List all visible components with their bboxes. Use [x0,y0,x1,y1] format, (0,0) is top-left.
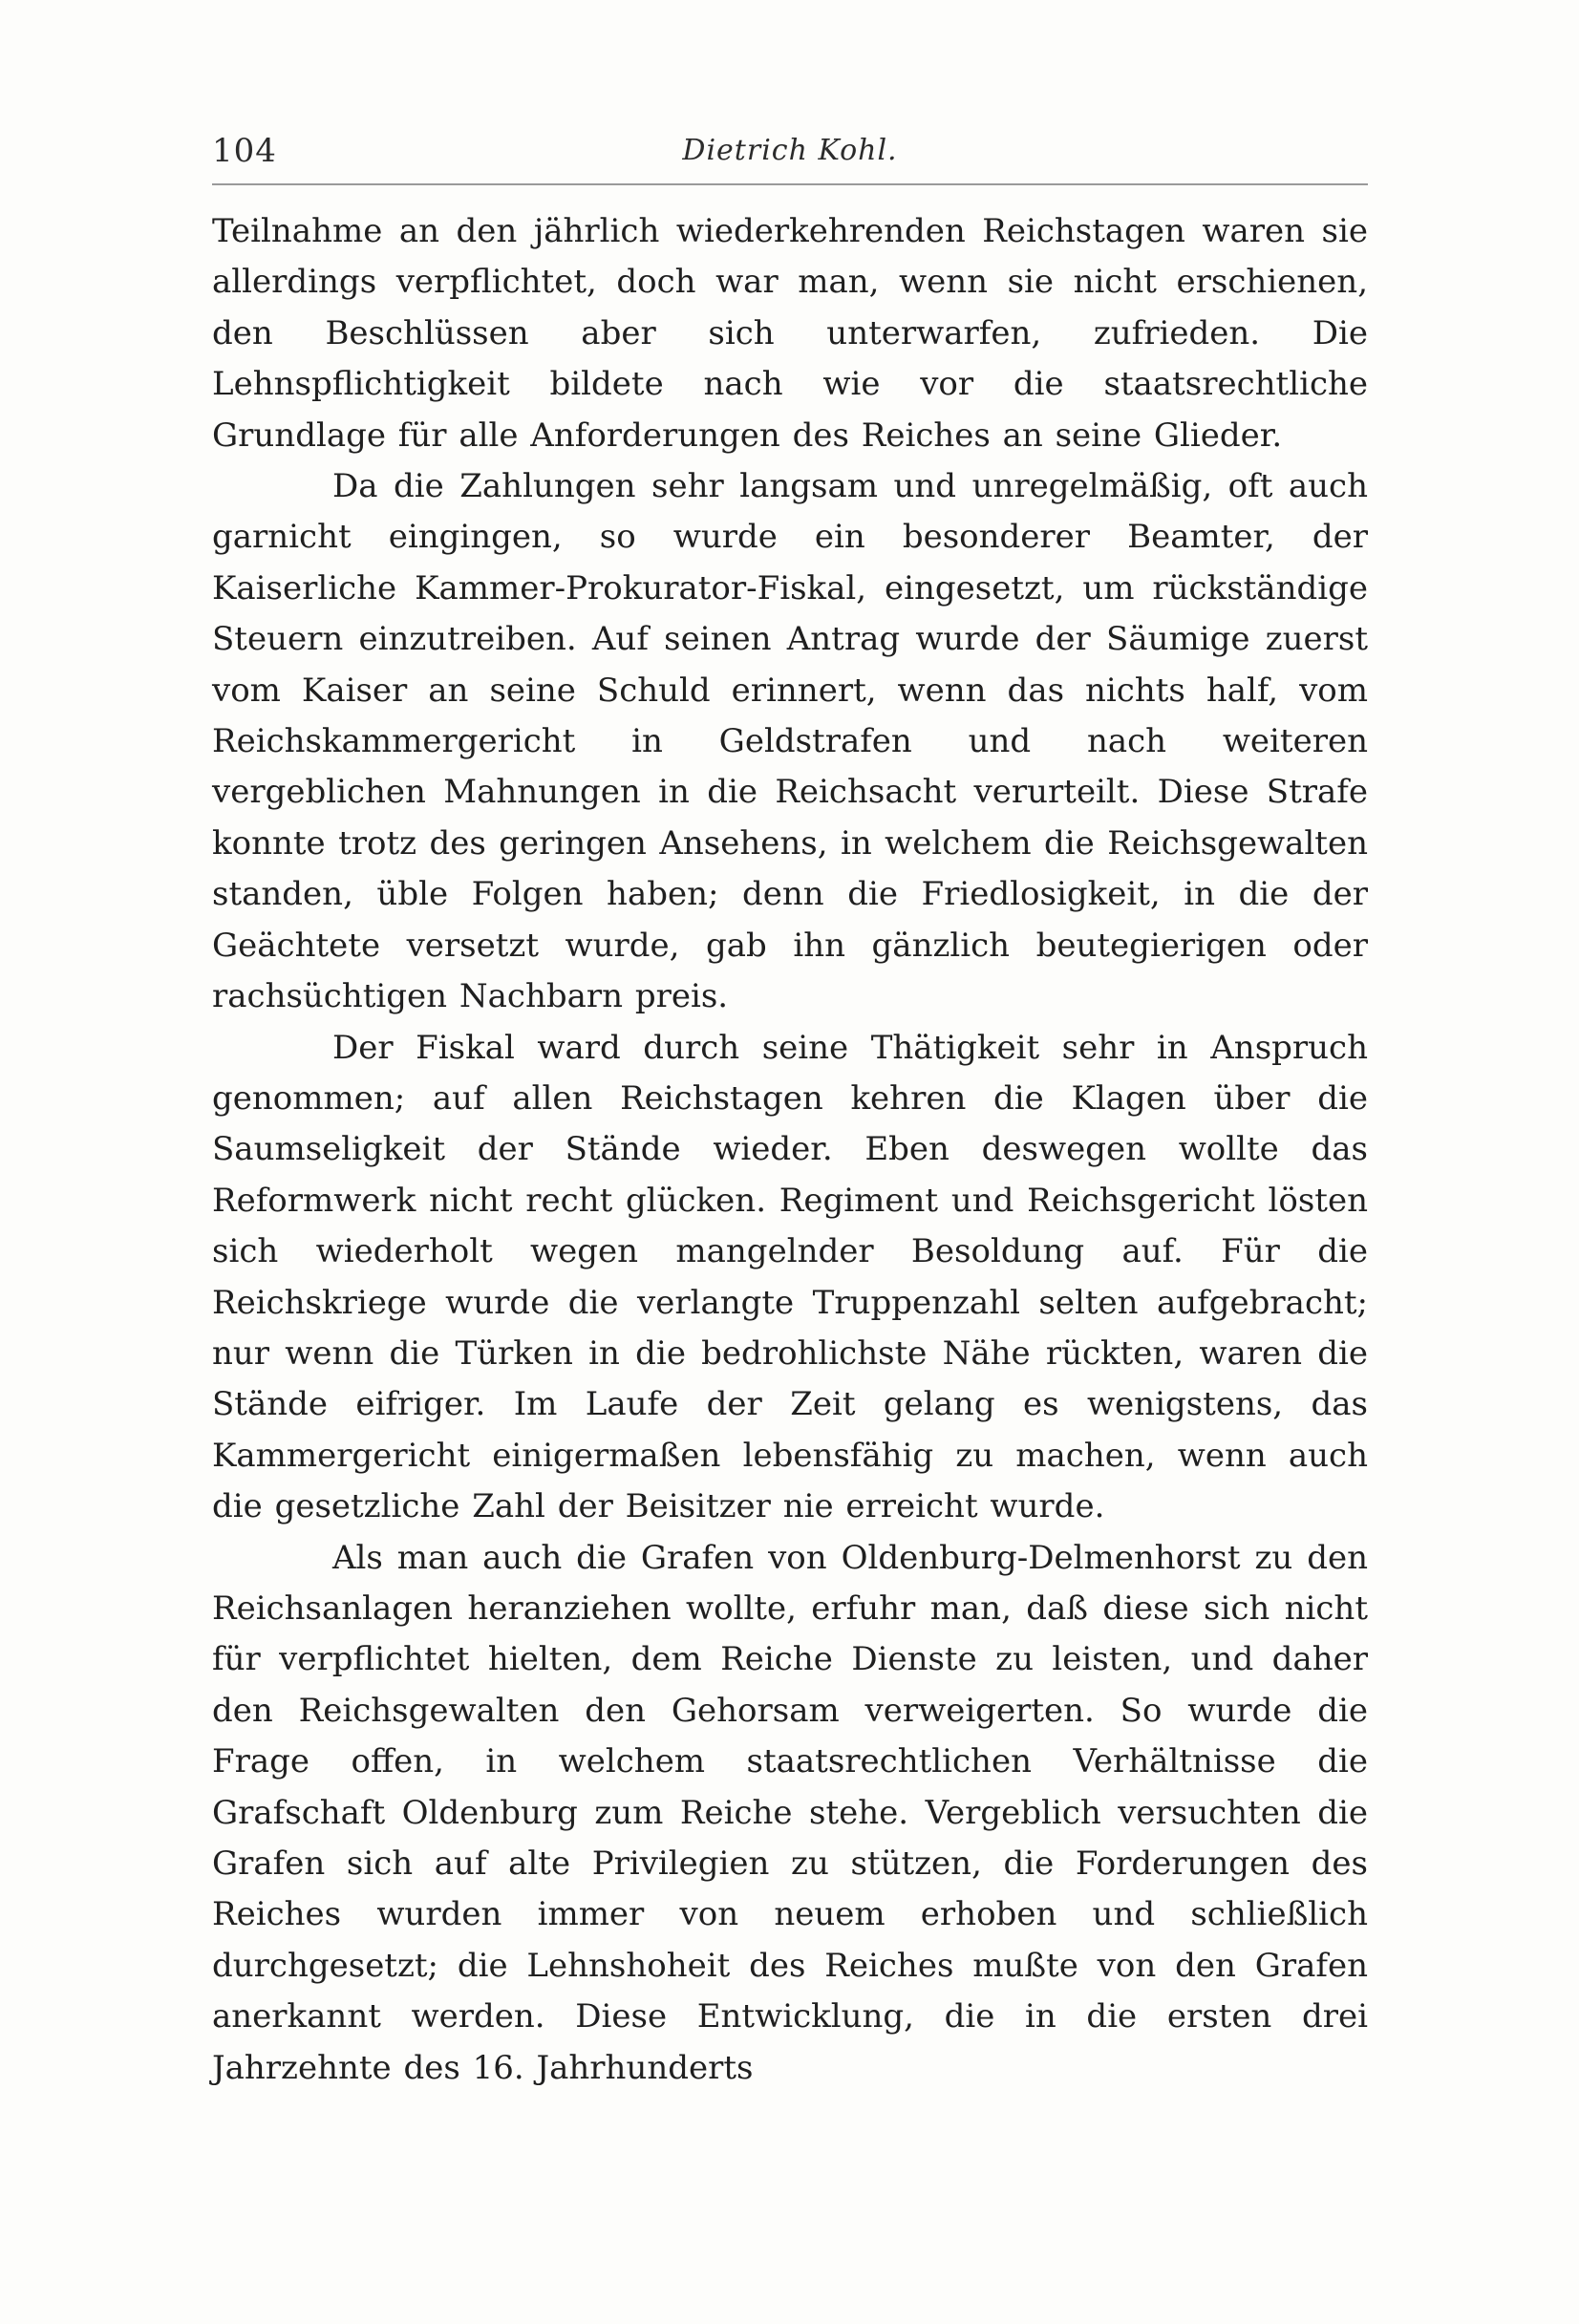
header-rule [212,183,1368,185]
paragraph: Da die Zahlungen sehr langsam und unregelmäßig, oft auch garnicht eingingen, so wurde ein besonderer Beamter, der Kaiserliche Kammer-Prokurator-Fiskal, eingesetzt, um rückständige Steuern einzutreiben. Auf seinen Antrag wurde der Säumige zuerst vom Kaiser an seine Schuld erinnert, wenn das nichts half, vom Reichskammergericht in Geldstrafen und nach weiteren vergeblichen Mahnungen in die Reichsacht verurteilt. Diese Strafe konnte trotz des geringen Ansehens, in welchem die Reichsgewalten standen, üble Folgen haben; denn die Friedlosigkeit, in die der Geächtete versetzt wurde, gab ihn gänzlich beutegierigen oder rachsüchtigen Nachbarn preis. [212,467,1368,1016]
paragraph: Der Fiskal ward durch seine Thätigkeit sehr in Anspruch genommen; auf allen Reichstagen kehren die Klagen über die Saumseligkeit der Stände wieder. Eben deswegen wollte das Reformwerk nicht recht glücken. Regiment und Reichsgericht lösten sich wiederholt wegen mangelnder Besoldung auf. Für die Reichskriege wurde die verlangte Truppenzahl selten aufgebracht; nur wenn die Türken in die bedrohlichste Nähe rückten, waren die Stände eifriger. Im Laufe der Zeit gelang es wenigstens, das Kammergericht einigermaßen lebensfähig zu machen, wenn auch die gesetzliche Zahl der Beisitzer nie erreicht wurde. [212,1028,1368,1526]
paragraph: Teilnahme an den jährlich wiederkehrenden Reichstagen waren sie allerdings verpflichtet, doch war man, wenn sie nicht erschienen, den Beschlüssen aber sich unterwarfen, zufrieden. Die Lehnspflichtigkeit bildete nach wie vor die staatsrechtliche Grundlage für alle Anforderungen des Reiches an seine Glieder. [212,212,1368,455]
paragraph: Als man auch die Grafen von Oldenburg-Delmenhorst zu den Reichsanlagen heranziehen wollte, erfuhr man, daß diese sich nicht für verpflichtet hielten, dem Reiche Dienste zu leisten, und daher den Reichsgewalten den Gehorsam verweigerten. So wurde die Frage offen, in welchem staatsrechtlichen Verhältnisse die Grafschaft Oldenburg zum Reiche stehe. Vergeblich versuchten die Grafen sich auf alte Privilegien zu stützen, die Forderungen des Reiches wurden immer von neuem erhoben und schließlich durchgesetzt; die Lehnshoheit des Reiches mußte von den Grafen anerkannt werden. Diese Entwicklung, die in die ersten drei Jahrzehnte des 16. Jahrhunderts [212,1538,1368,2087]
page-number: 104 [212,132,277,170]
page-header [212,132,1368,174]
running-head: Dietrich Kohl. [682,134,898,167]
body-text [212,206,1368,2094]
